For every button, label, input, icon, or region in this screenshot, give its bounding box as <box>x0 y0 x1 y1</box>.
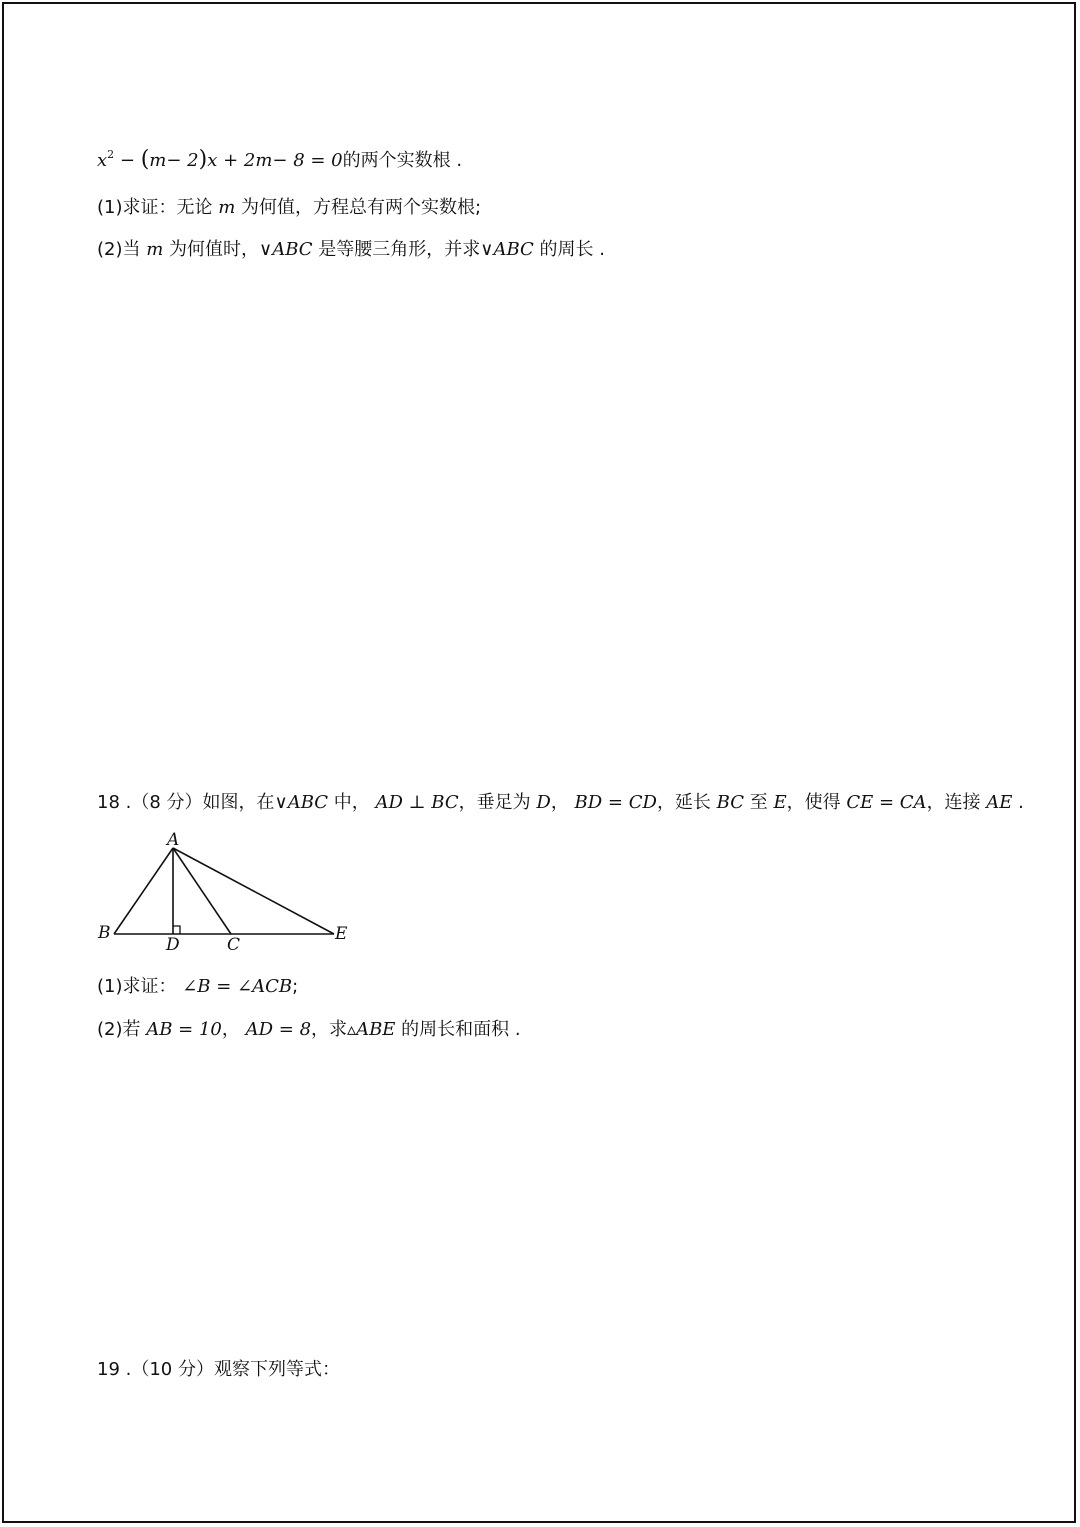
q17-part1: (1)求证：无论 m 为何值，方程总有两个实数根; <box>97 197 482 218</box>
label-c: C <box>227 935 241 955</box>
segment-ac <box>173 848 231 934</box>
q18-part2: (2)若 AB = 10， AD = 8，求▵ABE 的周长和面积 . <box>97 1019 521 1040</box>
page-frame <box>2 2 1076 1523</box>
q17-equation-line <box>97 143 462 173</box>
equation: $x^2 - (m- 2)x + 2m- 8 = 0$ <box>97 147 343 172</box>
label-b: B <box>98 923 111 943</box>
equation-suffix: 的两个实数根 . <box>342 150 463 171</box>
segment-ae <box>173 848 334 934</box>
q18-part1: (1)求证： ∠B = ∠ACB; <box>97 976 299 997</box>
label-e: E <box>335 924 348 944</box>
right-angle-mark <box>173 926 180 934</box>
q18-statement: 18 .（8 分）如图，在∨ABC 中， AD ⊥ BC，垂足为 D， BD = CD，延长 BC 至 E，使得 CE = CA，连接 AE . <box>97 792 1024 813</box>
triangle-figure <box>92 830 362 960</box>
segment-ab <box>114 848 173 934</box>
label-d: D <box>166 935 180 955</box>
q17-part2: (2)当 m 为何值时，∨ABC 是等腰三角形，并求∨ABC 的周长 . <box>97 239 605 260</box>
q19-statement: 19 .（10 分）观察下列等式： <box>97 1359 340 1380</box>
label-a: A <box>167 830 180 850</box>
